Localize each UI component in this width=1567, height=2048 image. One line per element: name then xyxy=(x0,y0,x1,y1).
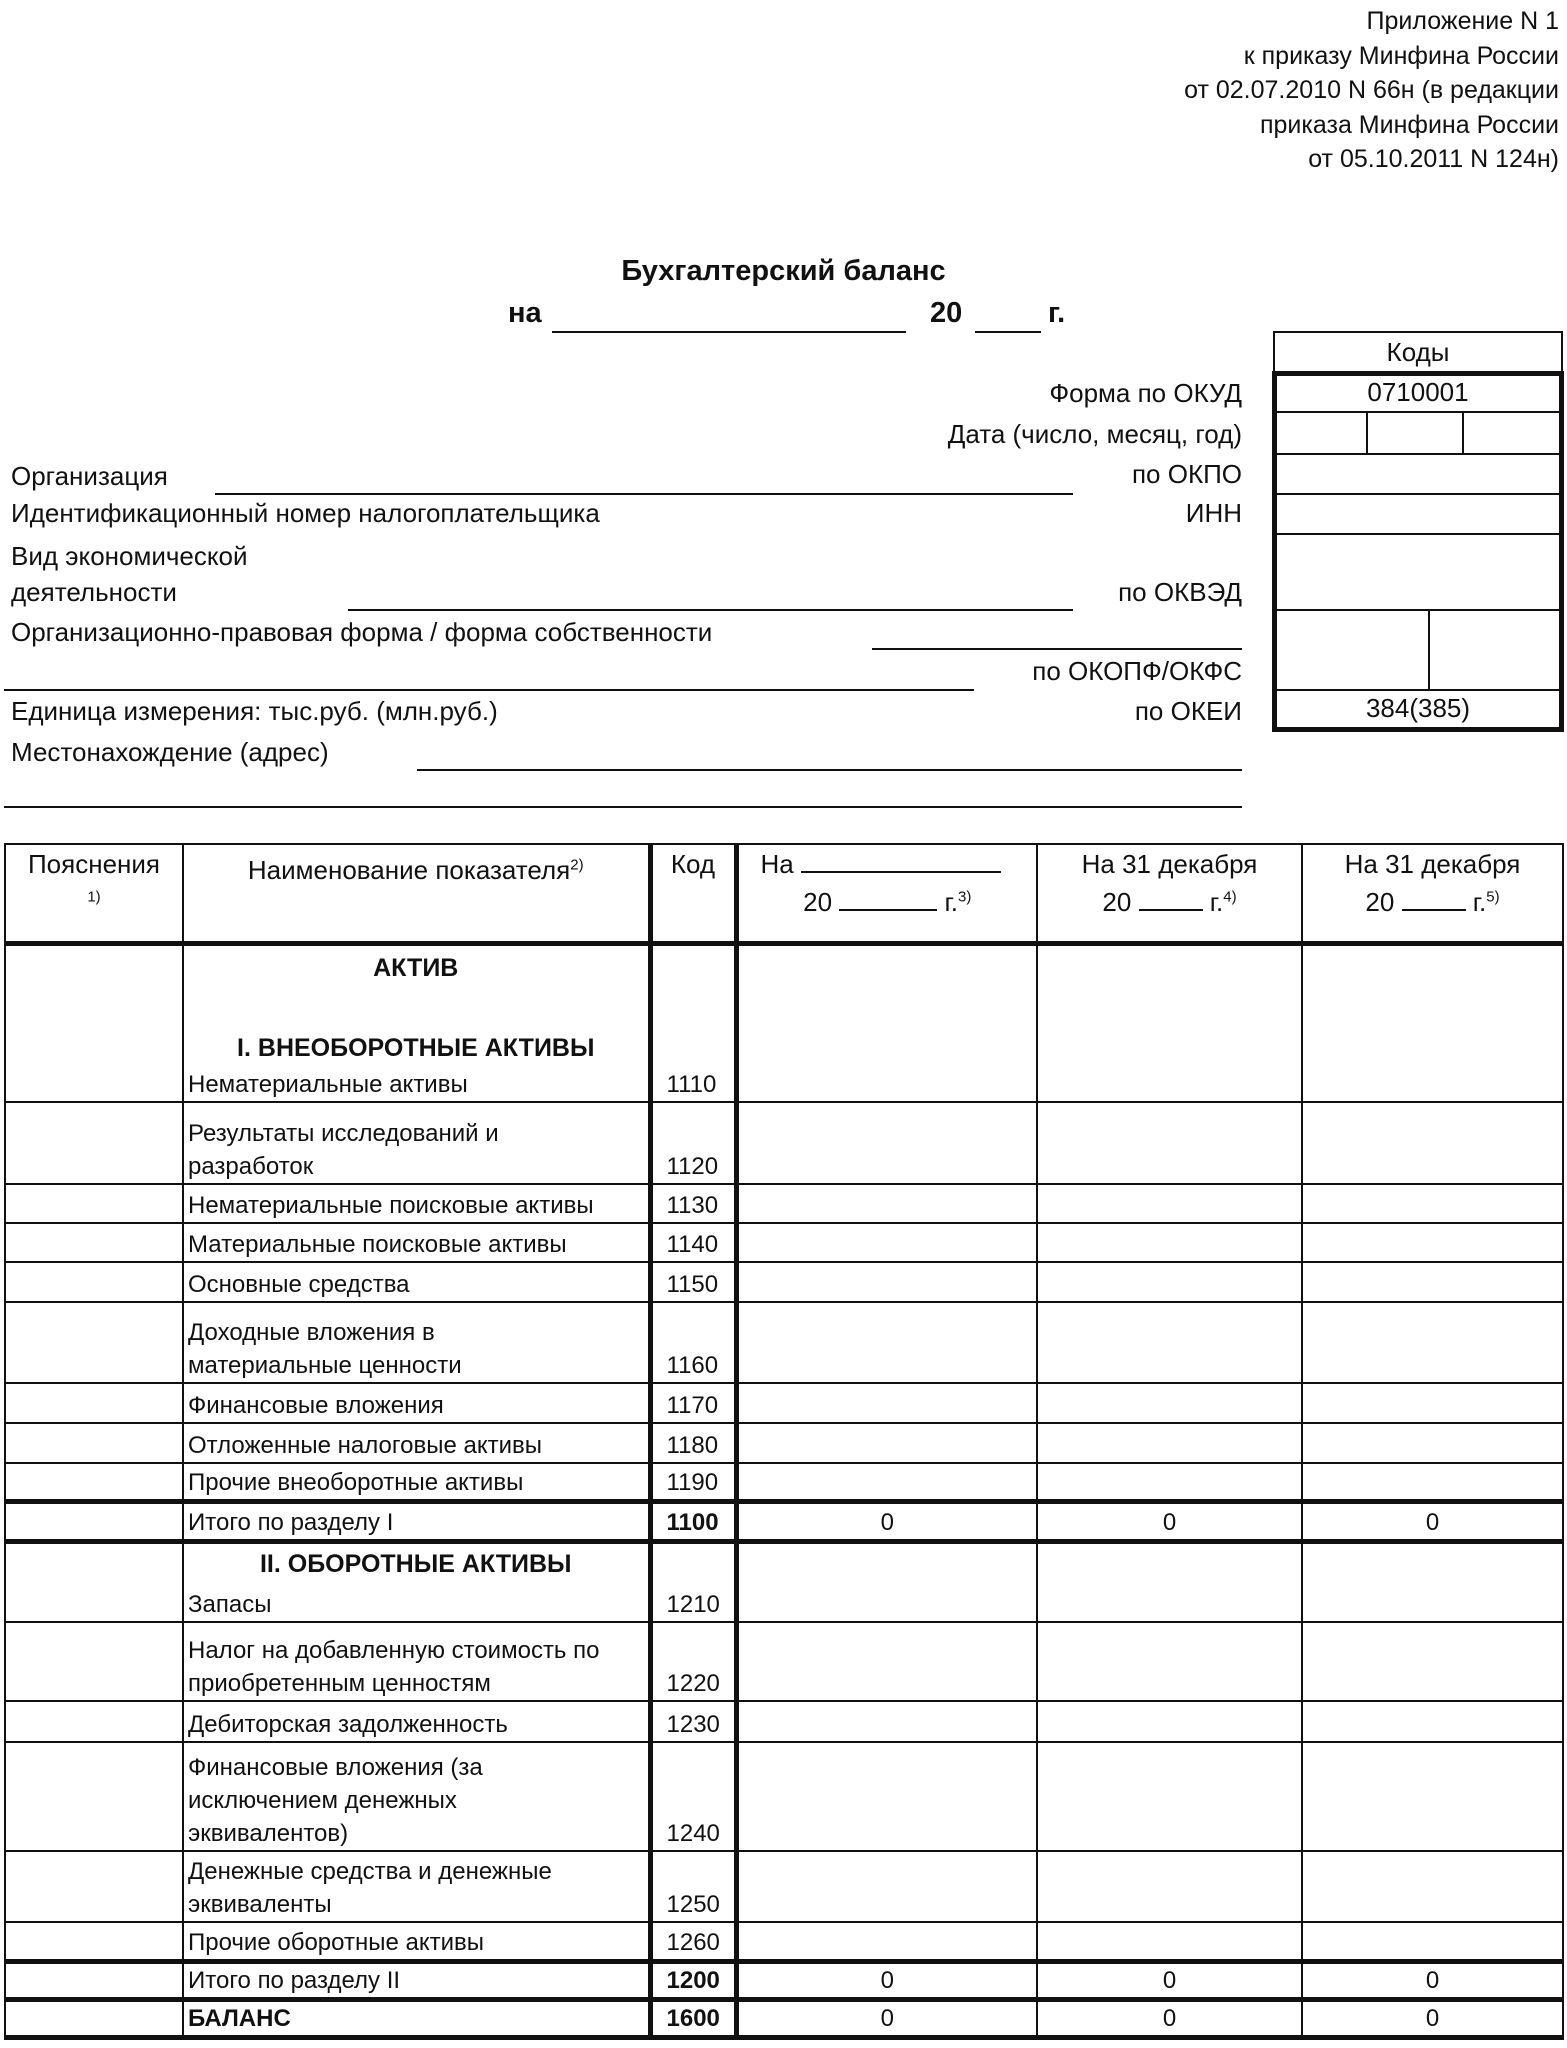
organization-field[interactable] xyxy=(215,493,1073,495)
value-cell-period2[interactable] xyxy=(1037,1262,1302,1302)
value-cell-period1[interactable] xyxy=(736,1383,1037,1423)
value-cell-period1[interactable] xyxy=(736,1184,1037,1223)
notes-cell[interactable] xyxy=(5,1701,183,1742)
footnote-mark: 3) xyxy=(958,888,972,906)
value-cell-period1[interactable] xyxy=(736,1742,1037,1851)
inn-code-field[interactable] xyxy=(1277,495,1559,533)
value-cell-period1[interactable] xyxy=(736,1423,1037,1463)
value-cell-period3[interactable] xyxy=(1302,1223,1563,1262)
okopf-okfs-code-field[interactable] xyxy=(1277,611,1559,689)
value-cell-period1[interactable] xyxy=(736,1701,1037,1742)
row-name: Нематериальные активы xyxy=(188,1071,468,1098)
value-cell-period2[interactable] xyxy=(1037,1383,1302,1423)
legal-form-label: Организационно-правовая форма / форма собственности xyxy=(11,617,713,647)
name-cell xyxy=(183,1742,650,1851)
activity-label-line2: деятельности xyxy=(11,577,177,607)
value-cell-period2[interactable] xyxy=(1037,1223,1302,1262)
name-cell: Прочие оборотные активы xyxy=(183,1922,650,1961)
value-cell-period3: 0 xyxy=(1302,1999,1563,2037)
code-cell: 1210 xyxy=(650,1541,736,1622)
value-cell-period3[interactable] xyxy=(1302,1463,1563,1501)
value-cell-period3[interactable] xyxy=(1302,1262,1563,1302)
value-cell-period2[interactable] xyxy=(1037,1423,1302,1463)
period1-on: На xyxy=(760,849,794,879)
table-row xyxy=(5,1102,1563,1184)
value-cell-period3[interactable] xyxy=(1302,1423,1563,1463)
value-cell-period2[interactable] xyxy=(1037,1102,1302,1184)
value-cell-period1[interactable] xyxy=(736,1622,1037,1701)
appendix-line: приказа Минфина России xyxy=(1259,110,1559,139)
value-cell-period3[interactable] xyxy=(1302,1102,1563,1184)
notes-cell[interactable] xyxy=(5,1501,183,1541)
code-cell: 1230 xyxy=(650,1701,736,1742)
notes-cell[interactable] xyxy=(5,1999,183,2037)
name-cell: Основные средства xyxy=(183,1262,650,1302)
table-row-total xyxy=(5,1961,1563,1999)
aktiv-heading: АКТИВ xyxy=(373,953,459,982)
code-cell: 1120 xyxy=(650,1102,736,1184)
okopf-divider xyxy=(1428,611,1430,689)
okei-code-cell xyxy=(1277,691,1559,727)
footnote-mark: 5) xyxy=(1486,888,1500,906)
okud-label: Форма по ОКУД xyxy=(1049,378,1242,408)
value-cell-period1[interactable] xyxy=(736,943,1037,1102)
code-cell: 1190 xyxy=(650,1463,736,1501)
row-name: Финансовые вложения (за xyxy=(188,1754,483,1781)
col-notes-header xyxy=(5,844,183,943)
value-cell-period3: 0 xyxy=(1302,1501,1563,1541)
value-cell-period2: 0 xyxy=(1037,1999,1302,2037)
appendix-line: Приложение N 1 xyxy=(1366,7,1559,35)
okud-code-cell xyxy=(1277,371,1559,411)
name-cell: Финансовые вложения xyxy=(183,1383,650,1423)
appendix-note xyxy=(1184,4,1559,177)
okud-code-value: 0710001 xyxy=(1367,377,1469,407)
value-cell-period2[interactable] xyxy=(1037,1701,1302,1742)
notes-cell[interactable] xyxy=(5,1102,183,1184)
value-cell-period3[interactable] xyxy=(1302,1922,1563,1961)
table-row xyxy=(5,1423,1563,1463)
table-row xyxy=(5,943,1563,1102)
value-cell-period1[interactable] xyxy=(736,1223,1037,1262)
notes-cell[interactable] xyxy=(5,1184,183,1223)
period1-date-field[interactable] xyxy=(801,845,1001,873)
date-divider xyxy=(1462,413,1464,453)
organization-label: Организация xyxy=(11,461,168,491)
table-row xyxy=(5,1541,1563,1622)
period3-year-suffix: г. xyxy=(1472,887,1487,917)
value-cell-period3[interactable] xyxy=(1302,1184,1563,1223)
unit-label: Единица измерения: тыс.руб. (млн.руб.) xyxy=(11,696,498,726)
col-code-label: Код xyxy=(670,849,716,879)
date-label: Дата (число, месяц, год) xyxy=(947,419,1242,449)
code-cell: 1260 xyxy=(650,1922,736,1961)
section1-heading: I. ВНЕОБОРОТНЫЕ АКТИВЫ xyxy=(237,1033,595,1062)
code-cell: 1110 xyxy=(650,943,736,1102)
value-cell-period2[interactable] xyxy=(1037,1302,1302,1383)
row-name: Запасы xyxy=(188,1591,272,1618)
code-cell: 1220 xyxy=(650,1622,736,1701)
name-cell: Отложенные налоговые активы xyxy=(183,1423,650,1463)
notes-cell[interactable] xyxy=(5,943,183,1102)
period2-year-suffix: г. xyxy=(1209,887,1224,917)
activity-label-line1: Вид экономической xyxy=(11,541,248,571)
table-row xyxy=(5,1701,1563,1742)
okpo-label: по ОКПО xyxy=(1131,459,1242,489)
row-name: эквиваленты xyxy=(188,1891,332,1918)
date-code-field[interactable] xyxy=(1277,413,1559,453)
value-cell-period1[interactable] xyxy=(736,1262,1037,1302)
appendix-line: от 02.07.2010 N 66н (в редакции xyxy=(1184,76,1559,104)
address-field-line2[interactable] xyxy=(4,806,1242,808)
footnote-mark: 1) xyxy=(87,888,101,906)
code-cell: 1130 xyxy=(650,1184,736,1223)
name-cell: Нематериальные поисковые активы xyxy=(183,1184,650,1223)
period2-on: На 31 декабря xyxy=(1081,849,1258,879)
value-cell-period2[interactable] xyxy=(1037,1463,1302,1501)
value-cell-period1[interactable] xyxy=(736,1302,1037,1383)
notes-cell[interactable] xyxy=(5,1742,183,1851)
okei-code-value: 384(385) xyxy=(1365,693,1471,723)
section2-heading: II. ОБОРОТНЫЕ АКТИВЫ xyxy=(259,1549,572,1578)
activity-field[interactable] xyxy=(348,609,1073,611)
notes-cell[interactable] xyxy=(5,1423,183,1463)
value-cell-period1: 0 xyxy=(736,1501,1037,1541)
value-cell-period3[interactable] xyxy=(1302,1541,1563,1622)
table-row xyxy=(5,1742,1563,1851)
period1-year-prefix: 20 xyxy=(803,887,833,917)
period3-on: На 31 декабря xyxy=(1344,849,1521,879)
row-name: приобретенным ценностям xyxy=(188,1670,491,1697)
value-cell-period3: 0 xyxy=(1302,1961,1563,1999)
table-row xyxy=(5,1184,1563,1223)
table-row xyxy=(5,1622,1563,1701)
value-cell-period3[interactable] xyxy=(1302,1622,1563,1701)
code-cell: 1160 xyxy=(650,1302,736,1383)
col-code-header xyxy=(650,844,736,943)
name-cell: Материальные поисковые активы xyxy=(183,1223,650,1262)
value-cell-period2[interactable] xyxy=(1037,1622,1302,1701)
notes-cell[interactable] xyxy=(5,1463,183,1501)
name-cell: Прочие внеоборотные активы xyxy=(183,1463,650,1501)
footnote-mark: 4) xyxy=(1223,888,1237,906)
table-row xyxy=(5,1851,1563,1922)
code-cell: 1170 xyxy=(650,1383,736,1423)
code-cell: 1600 xyxy=(650,1999,736,2037)
inn-label: ИНН xyxy=(1185,498,1242,528)
table-header-row xyxy=(5,844,1563,943)
title-year-suffix: г. xyxy=(1048,297,1066,329)
name-cell xyxy=(183,1302,650,1383)
codes-header: Коды xyxy=(1386,337,1450,367)
notes-cell[interactable] xyxy=(5,1262,183,1302)
period1-year-field[interactable] xyxy=(839,883,937,911)
row-name: Налог на добавленную стоимость по xyxy=(188,1637,600,1664)
table-row-total xyxy=(5,1501,1563,1541)
code-cell: 1150 xyxy=(650,1262,736,1302)
notes-cell[interactable] xyxy=(5,1383,183,1423)
period2-year-field[interactable] xyxy=(1139,883,1203,911)
okpo-code-field[interactable] xyxy=(1277,455,1559,493)
notes-cell[interactable] xyxy=(5,1302,183,1383)
row-name: эквивалентов) xyxy=(188,1820,349,1847)
name-cell: Дебиторская задолженность xyxy=(183,1701,650,1742)
table-row xyxy=(5,1463,1563,1501)
row-name: исключением денежных xyxy=(188,1787,457,1814)
notes-cell[interactable] xyxy=(5,1622,183,1701)
okved-label: по ОКВЭД xyxy=(1118,577,1242,607)
col-period2-header xyxy=(1037,844,1302,943)
value-cell-period2[interactable] xyxy=(1037,1184,1302,1223)
code-cell: 1100 xyxy=(650,1501,736,1541)
footnote-mark: 2) xyxy=(570,856,584,874)
name-cell xyxy=(183,1851,650,1922)
code-cell: 1140 xyxy=(650,1223,736,1262)
value-cell-period1: 0 xyxy=(736,1961,1037,1999)
value-cell-period1[interactable] xyxy=(736,1541,1037,1622)
notes-cell[interactable] xyxy=(5,1223,183,1262)
value-cell-period3[interactable] xyxy=(1302,1742,1563,1851)
code-cell: 1240 xyxy=(650,1742,736,1851)
period3-year-prefix: 20 xyxy=(1365,887,1395,917)
okved-code-field[interactable] xyxy=(1277,535,1559,609)
notes-cell[interactable] xyxy=(5,1851,183,1922)
name-cell xyxy=(183,1102,650,1184)
name-cell: Итого по разделу I xyxy=(183,1501,650,1541)
col-name-label: Наименование показателя xyxy=(247,855,571,885)
notes-cell[interactable] xyxy=(5,1541,183,1622)
col-notes-label: Пояснения xyxy=(27,849,160,879)
value-cell-period2[interactable] xyxy=(1037,1851,1302,1922)
row-name: разработок xyxy=(188,1153,314,1180)
value-cell-period3[interactable] xyxy=(1302,1302,1563,1383)
name-cell: Итого по разделу II xyxy=(183,1961,650,1999)
value-cell-period1[interactable] xyxy=(736,1922,1037,1961)
document-title: Бухгалтерский баланс xyxy=(621,255,946,287)
value-cell-period1[interactable] xyxy=(736,1463,1037,1501)
notes-cell[interactable] xyxy=(5,1922,183,1961)
legal-form-field-line1[interactable] xyxy=(872,648,1242,650)
table-row xyxy=(5,1383,1563,1423)
code-cell: 1250 xyxy=(650,1851,736,1922)
notes-cell[interactable] xyxy=(5,1961,183,1999)
table-row-balance xyxy=(5,1999,1563,2037)
value-cell-period3[interactable] xyxy=(1302,1383,1563,1423)
codes-header-box xyxy=(1273,331,1563,373)
value-cell-period1[interactable] xyxy=(736,1851,1037,1922)
table-row xyxy=(5,1262,1563,1302)
value-cell-period2: 0 xyxy=(1037,1501,1302,1541)
table-row xyxy=(5,1302,1563,1383)
col-period1-header xyxy=(736,844,1037,943)
okei-label: по ОКЕИ xyxy=(1134,696,1242,726)
value-cell-period3[interactable] xyxy=(1302,943,1563,1102)
row-name: Результаты исследований и xyxy=(188,1120,499,1147)
period3-year-field[interactable] xyxy=(1402,883,1466,911)
inn-full-label: Идентификационный номер налогоплательщика xyxy=(11,498,600,528)
legal-form-field-line2[interactable] xyxy=(4,689,974,691)
col-period3-header xyxy=(1302,844,1563,943)
name-cell: БАЛАНС xyxy=(183,1999,650,2037)
appendix-line: к приказу Минфина России xyxy=(1243,41,1559,70)
value-cell-period2[interactable] xyxy=(1037,1922,1302,1961)
row-name: Денежные средства и денежные xyxy=(188,1858,552,1885)
name-cell xyxy=(183,1622,650,1701)
value-cell-period3[interactable] xyxy=(1302,1701,1563,1742)
value-cell-period2: 0 xyxy=(1037,1961,1302,1999)
title-year-prefix: 20 xyxy=(930,297,963,329)
value-cell-period2[interactable] xyxy=(1037,1742,1302,1851)
title-on: на xyxy=(508,297,542,329)
col-name-header xyxy=(183,844,650,943)
okopf-okfs-label: по ОКОПФ/ОКФС xyxy=(1032,656,1242,686)
date-divider xyxy=(1366,413,1368,453)
row-name: материальные ценности xyxy=(188,1352,462,1379)
report-date-field[interactable] xyxy=(552,331,906,333)
value-cell-period2[interactable] xyxy=(1037,1541,1302,1622)
row-name: Доходные вложения в xyxy=(188,1319,435,1346)
report-year-field[interactable] xyxy=(975,331,1041,333)
code-cell: 1200 xyxy=(650,1961,736,1999)
appendix-line: от 05.10.2011 N 124н) xyxy=(1308,145,1559,173)
table-row xyxy=(5,1922,1563,1961)
balance-table xyxy=(4,843,1564,2040)
period2-year-prefix: 20 xyxy=(1102,887,1132,917)
value-cell-period2[interactable] xyxy=(1037,943,1302,1102)
code-cell: 1180 xyxy=(650,1423,736,1463)
value-cell-period1: 0 xyxy=(736,1999,1037,2037)
address-label: Местонахождение (адрес) xyxy=(11,737,329,767)
name-cell xyxy=(183,1541,650,1622)
table-row xyxy=(5,1223,1563,1262)
address-field-line1[interactable] xyxy=(417,769,1242,771)
period1-year-suffix: г. xyxy=(944,887,959,917)
value-cell-period1[interactable] xyxy=(736,1102,1037,1184)
name-cell xyxy=(183,943,650,1102)
value-cell-period3[interactable] xyxy=(1302,1851,1563,1922)
